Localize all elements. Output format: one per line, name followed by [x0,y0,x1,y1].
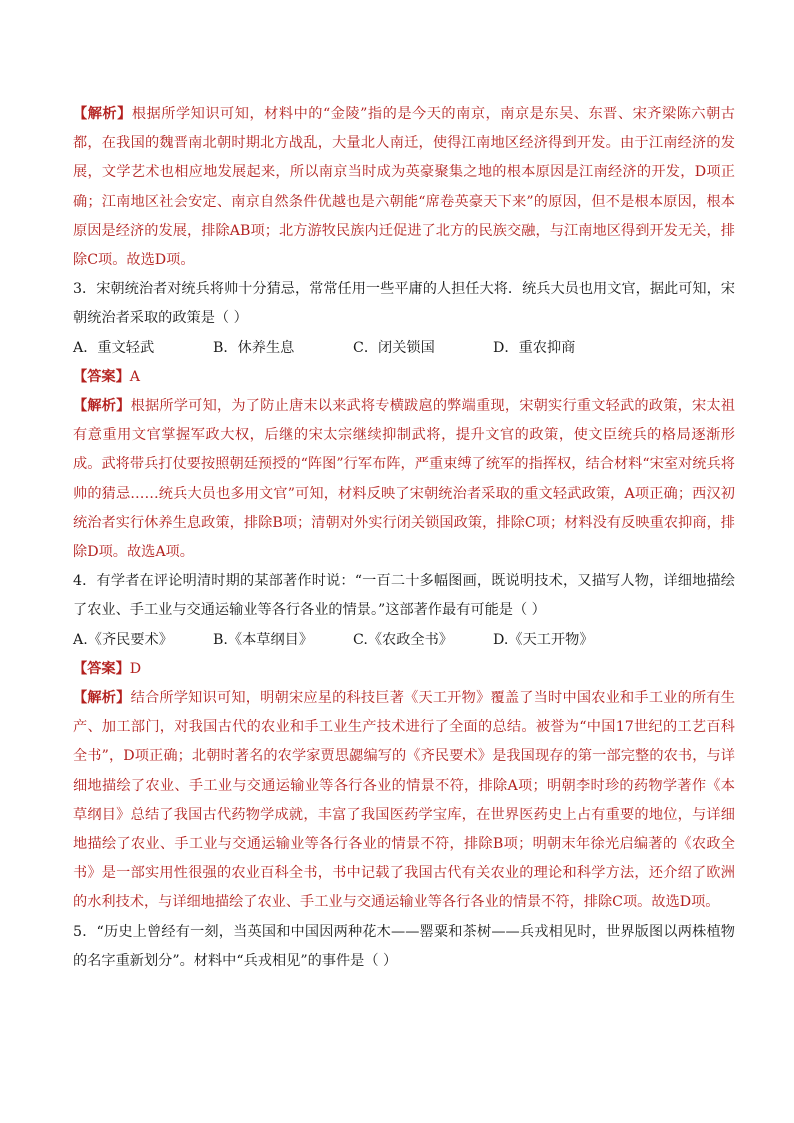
q2-analysis [73,100,735,275]
option-c: C.《农政全书》 [353,631,453,648]
q4-answer [73,655,735,684]
analysis-label: 【解析】 [73,690,131,707]
option-a: A．重文轻武 [73,339,155,356]
answer-value: D [129,660,142,677]
q4-question: 4．有学者在评论明清时期的某部著作时说：“一百二十多幅图画，既说明技术，又描写人物，详细地描绘了农业、手工业与交通运输业等各行各业的情景。”这部著作最有可能是（ ） [73,573,735,619]
q3-answer [73,363,735,392]
analysis-text: 结合所学知识可知，明朝宋应星的科技巨著《天工开物》覆盖了当时中国农业和手工业的所有生产、加工部门，对我国古代的农业和手工业生产技术进行了全面的总结。被誉为“中国17世纪的工艺百科全书”，D项正确；北朝时著名的农学家贾思勰编写的《齐民要术》是我国现存的第一部完整的农书，与详细地描绘了农业、手工业与交通运输业等各行各业的情景不符，排除A项；明朝李时珍的药物学著作《本草纲目》总结了我国古代药物学成就，丰富了我国医药学宝库，在世界医药史上占有重要的地位，与详细地描绘了农业、手工业与交通运输业等各行各业的情景不符，排除B项；明朝末年徐光启编著的《农政全书》是一部实用性很强的农业百科全书，书中记载了我国古代有关农业的理论和科学方法，还介绍了欧洲的水利技术，与详细地描绘了农业、手工业与交通运输业等各行各业的情景不符，排除C项。故选D项。 [73,690,735,911]
q3-question: 3．宋朝统治者对统兵将帅十分猜忌，常常任用一些平庸的人担任大将．统兵大员也用文官，据此可知，宋朝统治者采取的政策是（ ） [73,281,735,327]
option-b: B.《本草纲目》 [213,631,314,648]
option-c: C．闭关锁国 [353,339,435,356]
answer-label: 【答案】 [73,660,130,677]
answer-label: 【答案】 [73,368,130,385]
option-d: D.《天工开物》 [493,631,594,648]
analysis-label: 【解析】 [73,398,131,415]
q3-options [73,334,735,363]
analysis-label: 【解析】 [73,106,132,122]
q4-options [73,626,735,655]
analysis-text: 根据所学知识可知，材料中的“金陵”指的是今天的南京，南京是东吴、东晋、宋齐梁陈六朝古都，在我国的魏晋南北朝时期北方战乱，大量北人南迁，使得江南地区经济得到开发。由于江南经济的发展，文学艺术也相应地发展起来，所以南京当时成为英豪聚集之地的根本原因是江南经济的开发，D项正确；江南地区社会安定、南京自然条件优越也是六朝能“席卷英豪天下来”的原因，但不是根本原因，根本原因是经济的发展，排除AB项；北方游牧民族内迁促进了北方的民族交融，与江南地区得到开发无关，排除C项。故选D项。 [73,106,735,269]
option-d: D．重农抑商 [493,339,576,356]
q4-analysis [73,684,735,918]
document-page [73,100,735,976]
option-b: B．休养生息 [213,339,295,356]
analysis-text: 根据所学可知，为了防止唐末以来武将专横跋扈的弊端重现，宋朝实行重文轻武的政策，宋太祖有意重用文官掌握军政大权，后继的宋太宗继续抑制武将，提升文官的政策，使文臣统兵的格局逐渐形成。武将带兵打仗要按照朝廷预授的“阵图”行军布阵，严重束缚了统军的指挥权，结合材料“宋室对统兵将帅的猜忌……统兵大员也多用文官”可知，材料反映了宋朝统治者采取的重文轻武政策，A项正确；西汉初统治者实行休养生息政策，排除B项；清朝对外实行闭关锁国政策，排除C项；材料没有反映重农抑商，排除D项。故选A项。 [73,398,735,561]
option-a: A.《齐民要术》 [73,631,173,648]
q3-analysis [73,392,735,567]
answer-value: A [129,368,141,385]
q5-question: 5．“历史上曾经有一刻，当英国和中国因两种花木——罂粟和茶树——兵戎相见时，世界版图以两株植物的名字重新划分”。材料中“兵戎相见”的事件是（ ） [73,923,735,969]
